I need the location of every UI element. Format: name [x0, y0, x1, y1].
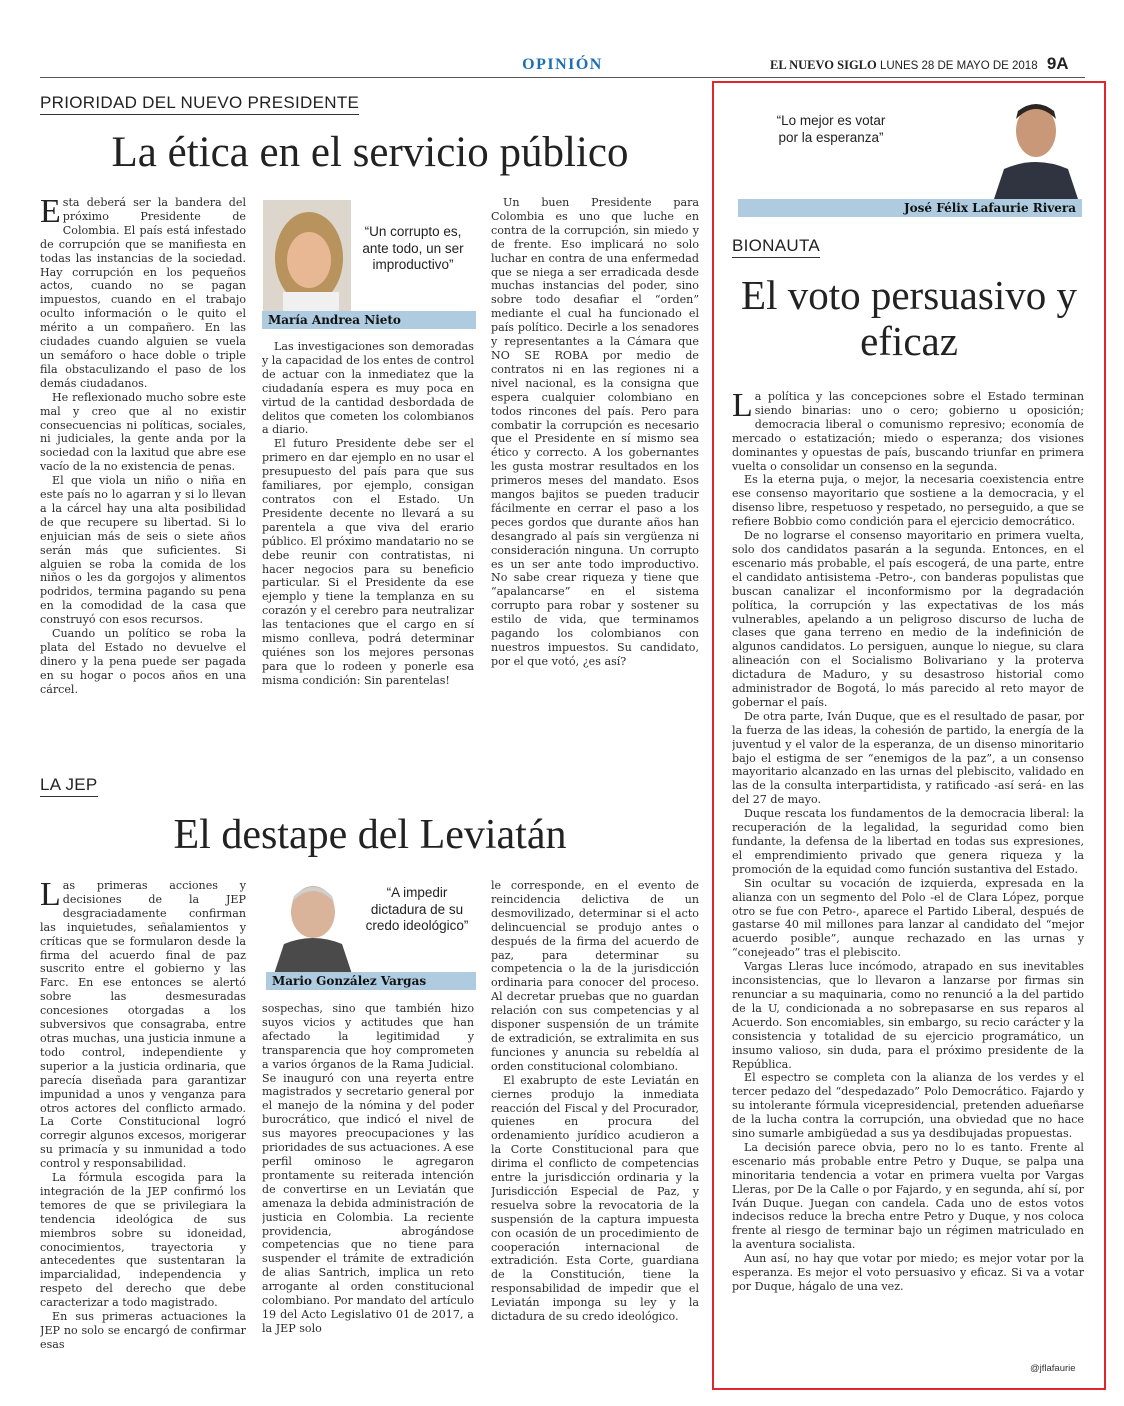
- article1-paragraph: Las investigaciones son demoradas y la capacidad de los entes de control de actuar con la inmediatez que la ciudadanía espera es muy poca en virtud de la cantidad desbordada de delitos que cometen los colombianos a diario.: [262, 340, 474, 437]
- article1-author-name: María Andrea Nieto: [262, 311, 476, 329]
- article2-headline: El destape del Leviatán: [173, 812, 567, 858]
- article3-paragraph: Es la eterna puja, o mejor, la necesaria coexistencia entre ese consenso mayoritario que sostiene a la democracia, y el disenso libre, respetuoso y respetado, no perseguido, a que se refiere Bobbio como condición para el ejercicio democrático.: [732, 473, 1084, 529]
- article3-column: [732, 390, 1084, 1360]
- article1-paragraph: He reflexionado mucho sobre este mal y creo que al no existir consecuencias ni políticas, sociales, ni judiciales, la gente anda por la sociedad con la laxitud que abre ese vacío de la no existencia de penas.: [40, 390, 246, 474]
- author-photo-mario-gonzalez-vargas: [268, 878, 358, 974]
- article3-author-name: José Félix Lafaurie Rivera: [738, 199, 1082, 217]
- author-photo-maria-andrea-nieto: [263, 200, 351, 312]
- article1-dropcap: E: [40, 196, 61, 230]
- portrait-image: [268, 878, 358, 974]
- article3-headline: El voto persuasivo y eficaz: [741, 272, 1077, 364]
- issue-date: LUNES 28 DE MAYO DE 2018: [879, 60, 1038, 72]
- article2-paragraph: as primeras acciones y decisiones de la JEP desgraciadamente confirman las inquietudes, señalamientos y críticas que se formularon desde la firma del acuerdo final de paz suscrito entre el gobierno y las Farc. En ese entonces se alertó sobre las desmesuradas concesiones otorgadas a los subversivos que consagraba, entre otras muchas, una justicia inmune a todo control, independiente y superior a la justicia ordinaria, que parecía diseñada para garantizar impunidad a unos y venganza para otros actores del conflicto armado. La Corte Constitucional logró corregir algunos excesos, morigerar su primacía y su inmunidad a todo control y responsabilidad.: [40, 879, 246, 1171]
- article3-paragraph: De no lograrse el consenso mayoritario en primera vuelta, solo dos candidatos pasarán a la segunda. Entonces, en el escenario más probable, el país escogerá, de una parte, entre el candidato antisistema -Petro-, con banderas populistas que buscan canalizar el inconformismo por la degradación política, la corrupción y las expectativas de los más vulnerables, apelando a un peligroso discurso de lucha de clases que gana terreno en medio de la indefinición de algunos candidatos. Lo persiguen, aunque lo niegue, su clara alineación con el Socialismo Bolivariano y la proterva dictadura de Maduro, y su desastroso historial como administrador de Bogotá, lo más parecido al reto mayor de gobernar el país.: [732, 529, 1084, 709]
- article2-column-3: [491, 879, 699, 1379]
- page-number: 9A: [1046, 54, 1069, 73]
- author-social-handle: @jflafaurie: [1030, 1363, 1076, 1374]
- article1-headline: La ética en el servicio público: [111, 129, 629, 176]
- section-title: OPINIÓN: [522, 56, 603, 73]
- portrait-image: [263, 200, 351, 312]
- article1-paragraph: El futuro Presidente debe ser el primero en dar ejemplo en no usar el presupuesto del país para que sus familiares, por ejemplo, consigan contratos con el Estado. Un Presidente decente no llevará a su parentela a que viva del erario público. El próximo mandatario no se debe reunir con contratistas, ni hacer negocios para su beneficio particular. Si el Presidente da ese ejemplo y tiene la templanza en su corazón y el cerebro para neutralizar las tentaciones que el cargo en sí mismo conlleva, podrá determinar quiénes son los mejores personas para que lo rodeen y ponerle esa misma condición: Sin parentelas!: [262, 437, 474, 687]
- article2-paragraph: En sus primeras actuaciones la JEP no solo se encargó de confirmar esas: [40, 1310, 246, 1351]
- article2-kicker: LA JEP: [40, 775, 98, 797]
- article3-paragraph: De otra parte, Iván Duque, que es el resultado de pasar, por la fuerza de las ideas, la cohesión de partido, la energía de la juventud y el valor de la esperanza, de un disenso minoritario bajo el estigma de ser “enemigos de la paz”, a un consenso mayoritario alcanzado en las urnas del plebiscito, validado en las de la consulta interpartidista, y ratificado -así será- en las del 27 de mayo.: [732, 709, 1084, 807]
- article1-column-2: [262, 340, 474, 740]
- article2-column-2: [262, 1002, 474, 1382]
- masthead-info: [770, 54, 1069, 74]
- article2-pullquote: “A impedir dictadura de su credo ideológico”: [365, 885, 469, 933]
- article1-paragraph: sta deberá ser la bandera del próximo Presidente de Colombia. El país está infestado de corrupción que se manifiesta en todas las instancias de la sociedad. Hay corrupción en los pequeños actos, cuando no se pagan impuestos, cuando en el trabajo oculto información o le quito el mérito a un compañero. En las ciudades cuando alguien se vuela un semáforo o hace doble o triple fila obstaculizando el paso de los demás ciudadanos.: [40, 196, 246, 390]
- article3-paragraph: a política y las concepciones sobre el Estado terminan siendo binarias: uno o cero; gobierno u oposición; democracia liberal o comunismo represivo; economía de mercado o estatización; miedo o esperanza; dos visiones dominantes y opuestas de país, buscando triunfar en primera vuelta o consolidar un consenso en la segunda.: [732, 390, 1084, 473]
- article3-paragraph: El espectro se completa con la alianza de los verdes y el tercer pedazo del “despedazado” Polo Democrático. Fajardo y su intolerante fórmula vicepresidencial, pretenden adueñarse de la lucha contra la corrupción, una obviedad que no hace sino sumarle ambigüedad a sus ya desdibujadas propuestas.: [732, 1071, 1084, 1141]
- article2-paragraph: El exabrupto de este Leviatán en ciernes produjo la inmediata reacción del Fiscal y del Procurador, quienes en procura del ordenamiento jurídico acudieron a la Corte Constitucional para que dirima el conflicto de competencias entre la jurisdicción ordinaria y la Jurisdicción Especial de Paz, y resuelva sobre la revocatoria de la suspensión de la captura impuesta con ocasión de un procedimiento de cooperación internacional de extradición. Esta Corte, guardiana de la Constitución, tiene la responsabilidad de impedir que el Leviatán imponga su ley y la dictadura de su credo ideológico.: [491, 1073, 699, 1324]
- article1-pullquote: “Un corrupto es, ante todo, un ser improductivo”: [362, 224, 464, 272]
- article1-column-3: [491, 196, 699, 756]
- article2-column-1: [40, 879, 246, 1379]
- article3-pullquote: “Lo mejor es votar por la esperanza”: [776, 113, 886, 145]
- article2-dropcap: L: [40, 879, 61, 913]
- article3-paragraph: Aun así, no hay que votar por miedo; es mejor votar por la esperanza. Es mejor el voto persuasivo y eficaz. Si va a votar por Duque, hágalo de una vez.: [732, 1252, 1084, 1293]
- article1-paragraph: El que viola un niño o niña en este país no lo agarran y si lo llevan a la cárcel hay una alta posibilidad de que recupere su libertad. Si lo enjuician más de seis o siete años serán más que suficientes. Si alguien se roba la comida de los niños o les da gorgojos y alimentos podridos, termina pagando su pena en la comodidad de la casa que construyó con esos recursos.: [40, 474, 246, 627]
- article1-paragraph: Un buen Presidente para Colombia es uno que luche en contra de la corrupción, sin miedo y de frente. Eso implicará no solo luchar en contra de una enfermedad que se niega a ser erradicada desde muchas instancias del poder, sino sobre todo desafiar el “orden” mediante el cual ha funcionado el país político. Decirle a los senadores y representantes a la Cámara que NO SE ROBA por medio de contratos ni en las regiones ni a nivel nacional, es la consigna que espera cualquier colombiano en todos rincones del país. Pero para combatir la corrupción es necesario que el Presidente en sí mismo sea ético y correcto. A los gobernantes les gusta mostrar resultados en los primeros meses del mandato. Esos mangos bajitos se pueden traducir fácilmente en cerrar el paso a los peces gordos que durante años han desangrado al país sin vergüenza ni consideración ninguna. Un corrupto es un ser ante todo improductivo. No sabe crear riqueza y tiene que “apalancarse” en el sistema corrupto para robar y sostener su estilo de vida, que terminamos pagando los colombianos con nuestros impuestos. Su candidato, por el que votó, ¿es así?: [491, 196, 699, 668]
- article2-paragraph: sospechas, sino que también hizo suyos vicios y actitudes que han afectado la legitimidad y transparencia que hoy comprometen a varios órganos de la Rama Judicial. Se inauguró con una reyerta entre magistrados y secretario general por el manejo de la nómina y del poder burocrático, que indicó el nivel de sus mayores preocupaciones y las prioridades de sus actuaciones. A ese perfil ominoso le agregaron prontamente su reiterada intención de convertirse en un Leviatán que amenaza la debida administración de justicia en Colombia. La reciente providencia, abrogándose competencias que no tiene para suspender el trámite de extradición de alias Santrich, implica un reto arrogante al orden constitucional colombiano. Por mandato del artículo 19 del Acto Legislativo 01 de 2017, a la JEP solo: [262, 1002, 474, 1335]
- portrait-image: [990, 95, 1078, 199]
- article3-paragraph: La decisión parece obvia, pero no lo es tanto. Frente al escenario más probable entre Petro y Duque, se palpa una minoritaria tendencia a votar en primera vuelta por Vargas Lleras, por De la Calle o por Fajardo, y en segunda, ahí sí, por Iván Duque. Juegan con candela. Cada uno de estos votos indecisos reduce la brecha entre Petro y Duque, y nos coloca frente al riesgo de terminar bajo un régimen matriculado en la aventura socialista.: [732, 1140, 1084, 1252]
- article1-kicker: PRIORIDAD DEL NUEVO PRESIDENTE: [40, 93, 359, 115]
- article1-column-1: [40, 196, 246, 736]
- article3-paragraph: Sin ocultar su vocación de izquierda, expresada en la alianza con un segmento del Polo -el de Clara López, porque otro se fue con Petro-, aparece el Partido Liberal, después de gastarse 40 mil millones para lanzar al candidato del “mejor acuerdo posible”, aunque rechazado en las urnas y “conejeado” tras el plebiscito.: [732, 876, 1084, 960]
- article2-paragraph: le corresponde, en el evento de reincidencia delictiva de un desmovilizado, determinar si el acto delincuencial se produjo antes o después de la firma del acuerdo de paz, para determinar su competencia o la de la jurisdicción ordinaria para conocer del proceso. Al decretar pruebas que no guardan relación con sus competencias y al disponer suspensión de un trámite de extradición, se extralimita en sus funciones y anuncia su rebeldía al orden constitucional colombiano.: [491, 879, 699, 1073]
- article1-paragraph: Cuando un político se roba la plata del Estado no devuelve el dinero y la pena puede ser pagada en su hogar o pocos años en una cárcel.: [40, 627, 246, 696]
- article3-paragraph: Vargas Lleras luce incómodo, atrapado en sus inevitables inconsistencias, que lo llevaron a lanzarse por firmas sin renunciar a su maquinaria, como no renunció a la del partido de la U, condicionada a no sobrepasarse en sus reparos al Acuerdo. Son encomiables, sin embargo, su recio carácter y la consistencia y totalidad de su ejercicio programático, un insumo valioso, sin duda, para el próximo presidente de la República.: [732, 960, 1084, 1071]
- newspaper-brand: EL NUEVO SIGLO: [770, 58, 877, 72]
- author-photo-jose-felix-lafaurie: [990, 95, 1078, 199]
- article2-author-name: Mario González Vargas: [266, 972, 476, 990]
- article2-paragraph: La fórmula escogida para la integración de la JEP confirmó los temores de que se privilegiara la tendencia ideológica de sus miembros sobre su idoneidad, conocimientos, trayectoria y antecedentes que sustentaran la imparcialidad, independencia y respeto del derecho que debe caracterizar a todo magistrado.: [40, 1171, 246, 1310]
- article3-dropcap: L: [732, 390, 753, 424]
- header-rule: [40, 77, 1085, 78]
- article3-kicker: BIONAUTA: [732, 236, 820, 258]
- article3-paragraph: Duque rescata los fundamentos de la democracia liberal: la recuperación de la legalidad, la seguridad como bien fundante, la defensa de la libertad en todas sus expresiones, el emprendimiento privado que genera riqueza y la promoción de la equidad como función sustantiva del Estado.: [732, 807, 1084, 876]
